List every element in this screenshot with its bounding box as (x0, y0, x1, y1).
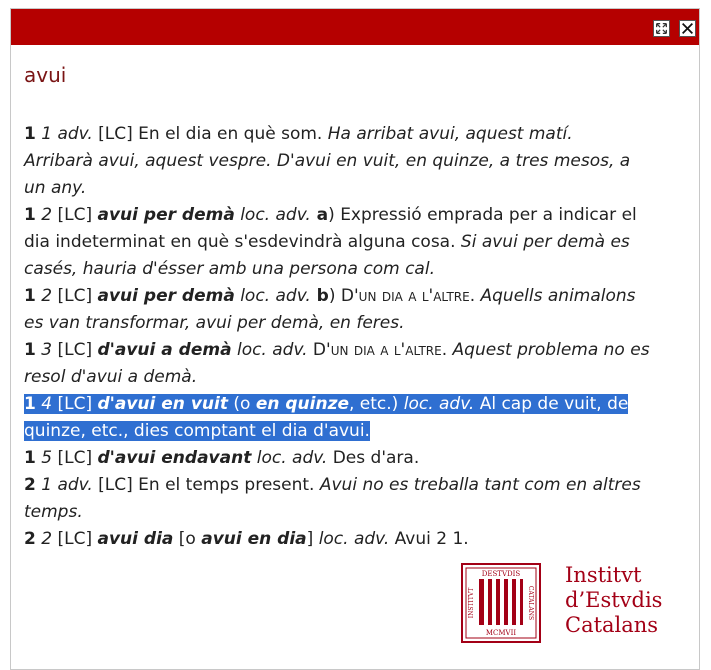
locution: d'avui endavant (97, 448, 252, 468)
grammar-tag: loc. adv. (251, 448, 328, 468)
example-text: Avui no es treballa tant com en altres (319, 475, 641, 495)
iec-logo (461, 561, 683, 647)
entry-line-highlighted (24, 391, 684, 418)
svg-text:MCMVII: MCMVII (485, 629, 517, 637)
svg-text:CATALANS: CATALANS (527, 585, 534, 621)
sense-number: 1 (24, 394, 36, 414)
subsense-number: 2 (41, 205, 53, 225)
locution: d'avui en vuit (97, 394, 228, 414)
register-tag: [LC] (52, 448, 98, 468)
definition-text: (o (227, 394, 256, 414)
logo-line: Catalans (565, 613, 659, 637)
sense-number: 1 (24, 448, 36, 468)
definition-text: D' (307, 340, 331, 360)
subsense-number: 2 (41, 529, 53, 549)
grammar-tag: loc. adv. (234, 286, 311, 306)
definition-list (24, 121, 684, 553)
register-tag: [LC] (52, 340, 98, 360)
grammar-tag: loc. adv. (231, 340, 308, 360)
subsense-number: 3 (41, 340, 53, 360)
locution: avui per demà (97, 286, 235, 306)
svg-text:INSTITVT: INSTITVT (468, 587, 475, 619)
grammar-tag: loc. adv. (318, 529, 390, 549)
synonym-ref: un dia a l'altre (358, 286, 470, 306)
locution: d'avui a demà (97, 340, 232, 360)
seal-icon (461, 563, 541, 643)
sense-number: 2 (24, 475, 36, 495)
sense-number: 1 (24, 124, 36, 144)
subsense-number: 5 (41, 448, 53, 468)
example-text: casés, hauria d'ésser amb una persona com cal. (24, 259, 435, 279)
headword: avui (24, 63, 67, 87)
entry-line (24, 148, 684, 175)
locution: avui dia (97, 529, 174, 549)
subsense-letter: b (310, 286, 329, 306)
subsense-category: 1 adv. (41, 475, 93, 495)
entry-line-highlighted (24, 418, 684, 445)
register-tag: [LC] (52, 394, 98, 414)
example-text: Arribarà avui, aquest vespre. D'avui en vuit, en quinze, a tres mesos, a (24, 151, 631, 171)
definition-text: [LC] En el temps present. (92, 475, 320, 495)
title-bar (11, 9, 699, 45)
sense-number: 1 (24, 205, 36, 225)
subsense-category: 1 adv. (41, 124, 93, 144)
entry-line (24, 499, 684, 526)
definition-text: ) Expressió emprada per a indicar el (328, 205, 637, 225)
entry-line (24, 202, 684, 229)
maximize-icon (654, 21, 669, 36)
locution: avui en dia (201, 529, 307, 549)
entry-line (24, 364, 684, 391)
subsense-number: 4 (41, 394, 53, 414)
entry-line (24, 283, 684, 310)
entry-line (24, 337, 684, 364)
logo-wordmark (565, 563, 662, 638)
entry-line (24, 121, 684, 148)
svg-text:DESTVDIS: DESTVDIS (481, 570, 521, 578)
subsense-letter: a (310, 205, 329, 225)
grammar-tag: loc. adv. (234, 205, 311, 225)
entry-line (24, 229, 684, 256)
definition-text: . (469, 286, 481, 306)
example-text: Aquest problema no es (452, 340, 650, 360)
definition-text: dia indeterminat en què s'esdevindrà alguna cosa. (24, 232, 461, 252)
sense-number: 2 (24, 529, 36, 549)
definition-text: Al cap de vuit, de (474, 394, 629, 414)
entry-line (24, 526, 684, 553)
example-text: temps. (24, 502, 83, 522)
definition-text: Des d'ara. (327, 448, 420, 468)
dictionary-window (10, 8, 700, 670)
definition-text: [o (173, 529, 202, 549)
close-button[interactable] (679, 20, 696, 37)
definition-text: . (441, 340, 453, 360)
text-selection[interactable] (24, 394, 628, 414)
entry-line (24, 175, 684, 202)
entry-line (24, 445, 684, 472)
logo-line: d’Estvdis (565, 588, 663, 612)
entry-line (24, 310, 684, 337)
example-text: Aquells animalons (480, 286, 636, 306)
entry-line (24, 472, 684, 499)
example-text: es van transformar, avui per demà, en feres. (24, 313, 405, 333)
definition-text: ) D' (328, 286, 359, 306)
register-tag: [LC] (52, 529, 98, 549)
definition-text: [LC] En el dia en què som. (92, 124, 328, 144)
definition-text: ] (306, 529, 319, 549)
example-text: Si avui per demà es (460, 232, 630, 252)
synonym-ref: un dia a l'altre (330, 340, 442, 360)
register-tag: [LC] (52, 286, 98, 306)
example-text: Ha arribat avui, aquest matí. (327, 124, 573, 144)
locution: avui per demà (97, 205, 235, 225)
close-icon (680, 21, 695, 36)
register-tag: [LC] (52, 205, 98, 225)
logo-line: Institvt (565, 563, 642, 587)
definition-text: Avui 2 1. (389, 529, 469, 549)
example-text: resol d'avui a demà. (24, 367, 198, 387)
example-text: un any. (24, 178, 87, 198)
locution: en quinze (255, 394, 349, 414)
entry-line (24, 256, 684, 283)
sense-number: 1 (24, 340, 36, 360)
maximize-button[interactable] (653, 20, 670, 37)
text-selection[interactable]: quinze, etc., dies comptant el dia d'avui. (24, 421, 370, 441)
sense-number: 1 (24, 286, 36, 306)
grammar-tag: loc. adv. (403, 394, 475, 414)
subsense-number: 2 (41, 286, 53, 306)
definition-text: , etc.) (349, 394, 404, 414)
